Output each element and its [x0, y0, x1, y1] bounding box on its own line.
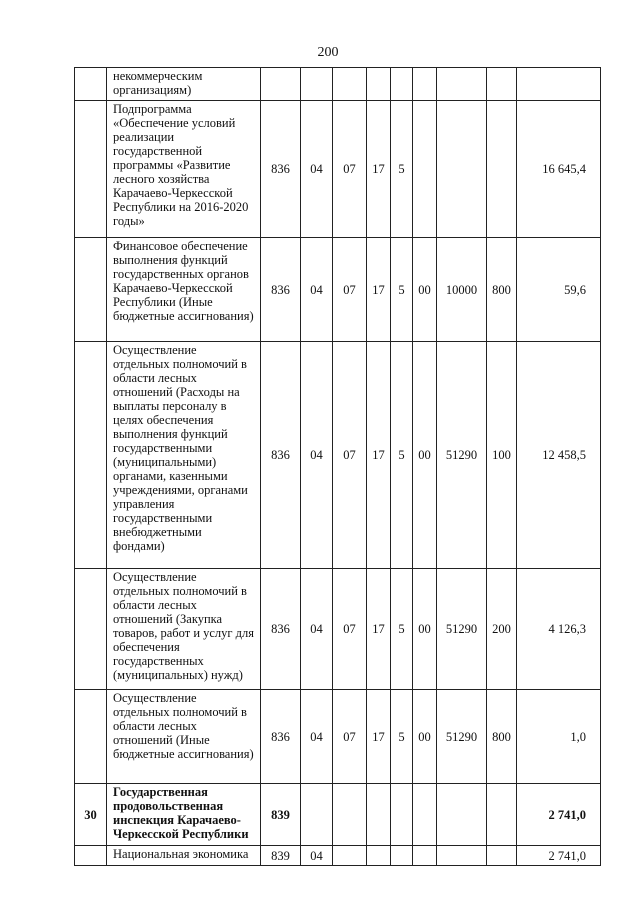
code-event	[413, 68, 437, 101]
code-gr: 836	[261, 569, 301, 690]
code-gr: 836	[261, 690, 301, 784]
code-program	[367, 68, 391, 101]
row-name: Осуществление отдельных полномочий в области лесных отношений (Иные бюджетные ассигнования)	[107, 690, 261, 784]
code-vr: 800	[487, 690, 517, 784]
code-vr	[487, 846, 517, 866]
code-program: 17	[367, 101, 391, 238]
code-rz: 04	[301, 690, 333, 784]
code-direction	[437, 784, 487, 846]
code-rz	[301, 784, 333, 846]
row-number	[75, 342, 107, 569]
row-name: некоммерческим организациям)	[107, 68, 261, 101]
code-subprogram: 5	[391, 238, 413, 342]
code-program: 17	[367, 238, 391, 342]
amount: 2 741,0	[517, 784, 601, 846]
table-row	[75, 101, 601, 238]
amount: 2 741,0	[517, 846, 601, 866]
code-rz: 04	[301, 846, 333, 866]
code-event: 00	[413, 690, 437, 784]
code-pr: 07	[333, 101, 367, 238]
row-number	[75, 238, 107, 342]
table-row	[75, 846, 601, 866]
code-subprogram: 5	[391, 690, 413, 784]
code-direction	[437, 101, 487, 238]
row-name: Национальная экономика	[107, 846, 261, 866]
code-subprogram	[391, 784, 413, 846]
code-gr	[261, 68, 301, 101]
code-program: 17	[367, 569, 391, 690]
code-subprogram	[391, 846, 413, 866]
code-direction: 51290	[437, 342, 487, 569]
code-pr: 07	[333, 569, 367, 690]
code-rz: 04	[301, 238, 333, 342]
amount: 1,0	[517, 690, 601, 784]
table-row	[75, 569, 601, 690]
code-event	[413, 784, 437, 846]
code-rz: 04	[301, 101, 333, 238]
code-pr: 07	[333, 690, 367, 784]
code-vr: 200	[487, 569, 517, 690]
code-gr: 836	[261, 238, 301, 342]
code-direction	[437, 68, 487, 101]
row-name: Государственная продовольственная инспекция Карачаево-Черкесской Республики	[107, 784, 261, 846]
code-gr: 836	[261, 101, 301, 238]
table-row	[75, 342, 601, 569]
amount	[517, 68, 601, 101]
code-event	[413, 846, 437, 866]
amount: 12 458,5	[517, 342, 601, 569]
code-pr	[333, 68, 367, 101]
table-row	[75, 784, 601, 846]
code-direction: 51290	[437, 569, 487, 690]
table-row	[75, 238, 601, 342]
code-gr: 839	[261, 784, 301, 846]
table-row	[75, 68, 601, 101]
code-direction: 51290	[437, 690, 487, 784]
code-pr: 07	[333, 342, 367, 569]
code-pr	[333, 846, 367, 866]
code-vr	[487, 784, 517, 846]
code-subprogram: 5	[391, 101, 413, 238]
row-number	[75, 68, 107, 101]
code-rz: 04	[301, 342, 333, 569]
row-number	[75, 569, 107, 690]
code-direction	[437, 846, 487, 866]
code-event: 00	[413, 238, 437, 342]
amount: 4 126,3	[517, 569, 601, 690]
code-rz: 04	[301, 569, 333, 690]
code-pr	[333, 784, 367, 846]
code-vr	[487, 101, 517, 238]
code-event	[413, 101, 437, 238]
code-program: 17	[367, 342, 391, 569]
code-event: 00	[413, 569, 437, 690]
page-number: 200	[317, 45, 339, 60]
code-vr	[487, 68, 517, 101]
code-rz	[301, 68, 333, 101]
code-gr: 836	[261, 342, 301, 569]
row-number	[75, 690, 107, 784]
code-program	[367, 846, 391, 866]
code-event: 00	[413, 342, 437, 569]
code-vr: 800	[487, 238, 517, 342]
budget-table	[74, 67, 601, 866]
code-subprogram	[391, 68, 413, 101]
row-number	[75, 101, 107, 238]
code-program: 17	[367, 690, 391, 784]
row-name: Осуществление отдельных полномочий в области лесных отношений (Расходы на выплаты персоналу в целях обеспечения выполнения функций государственными (муниципальными) органами, казенными учреждениями, органами управления государственными внебюджетными фондами)	[107, 342, 261, 569]
row-number	[75, 846, 107, 866]
row-name: Финансовое обеспечение выполнения функций государственных органов Карачаево-Черкесской Республики (Иные бюджетные ассигнования)	[107, 238, 261, 342]
table-row	[75, 690, 601, 784]
code-pr: 07	[333, 238, 367, 342]
amount: 16 645,4	[517, 101, 601, 238]
row-name: Осуществление отдельных полномочий в области лесных отношений (Закупка товаров, работ и услуг для обеспечения государственных (муниципальных) нужд)	[107, 569, 261, 690]
code-vr: 100	[487, 342, 517, 569]
row-name: Подпрограмма «Обеспечение условий реализации государственной программы «Развитие лесного хозяйства Карачаево-Черкесской Республики на 2016-2020 годы»	[107, 101, 261, 238]
amount: 59,6	[517, 238, 601, 342]
code-gr: 839	[261, 846, 301, 866]
code-subprogram: 5	[391, 342, 413, 569]
code-direction: 10000	[437, 238, 487, 342]
code-program	[367, 784, 391, 846]
code-subprogram: 5	[391, 569, 413, 690]
row-number: 30	[75, 784, 107, 846]
